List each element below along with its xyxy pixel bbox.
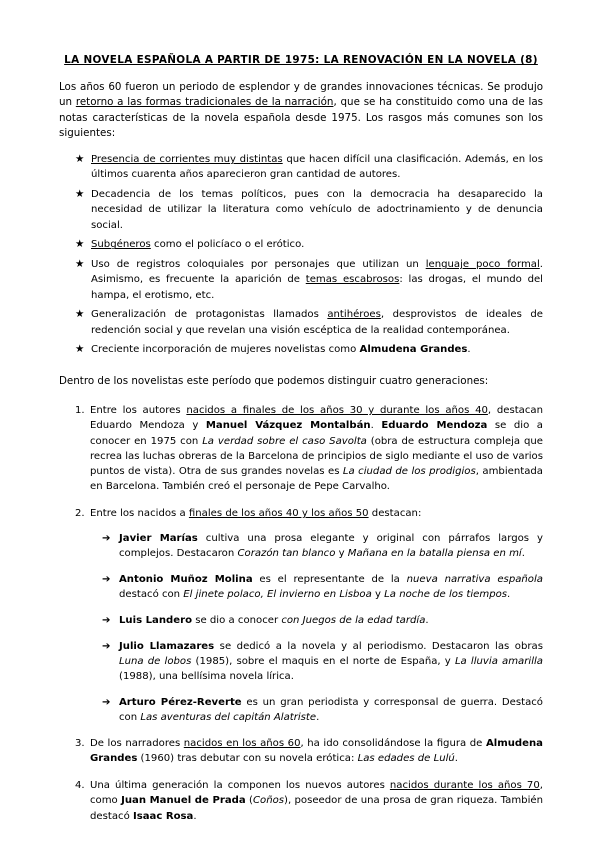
intro-text-2: , que se ha constituido como una de las notas características de la novela española desde 1975. Los rasgos más comunes son los siguientes: — [59, 96, 544, 139]
gen4-bold-1: Juan Manuel de Prada — [121, 795, 246, 807]
gen2-underline: finales de los años 40 y los años 50 — [188, 508, 369, 520]
gen3-text-a: De los narradores — [90, 738, 184, 750]
gen3-underline: nacidos en los años 60 — [183, 738, 301, 750]
trait-item-1 — [59, 152, 543, 183]
author-name: Arturo Pérez-Reverte — [119, 696, 242, 708]
author-name: Antonio Muñoz Molina — [119, 573, 253, 585]
author-italic-1: Las aventuras del capitán Alatriste — [140, 712, 317, 724]
trait-4-underline-1: lenguaje poco formal — [425, 259, 540, 271]
arrow-bullet-icon: ➔ — [102, 573, 111, 585]
gen1-bold-1: Manuel Vázquez Montalbán — [205, 420, 371, 432]
author-text-a: se dedicó a la novela y al periodismo. Destacaron las obras — [214, 640, 543, 652]
intro-underline: retorno a las formas tradicionales de la narración — [75, 96, 334, 109]
trait-6-text-a: Creciente incorporación de mujeres novelistas como — [91, 344, 360, 356]
trait-item-3 — [59, 237, 543, 252]
trait-4-text-c: : las drogas, el mundo del hampa, el erotismo, etc. — [91, 274, 543, 301]
trait-3-underline: Subgéneros — [91, 239, 151, 251]
star-bullet-icon: ★ — [75, 258, 85, 271]
generation-item-4 — [59, 778, 543, 824]
gen3-text-c: (1960) tras debutar con su novela erótica: — [137, 753, 358, 765]
gen1-text-d: se dio a conocer en 1975 con — [90, 420, 543, 447]
generation-number: 2. — [75, 508, 85, 520]
document-title: LA NOVELA ESPAÑOLA A PARTIR DE 1975: LA RENOVACIÓN EN LA NOVELA (8) — [64, 54, 538, 66]
author-item-perez-reverte — [90, 695, 543, 726]
author-text-b: (1985), sobre el maquis en el norte de España, y — [191, 655, 455, 667]
authors-list — [90, 531, 543, 726]
trait-item-4 — [59, 257, 543, 303]
author-italic-2: Mañana en la batalla piensa en mí — [347, 547, 522, 559]
author-italic-2: La lluvia amarilla — [454, 655, 543, 667]
author-text-a: cultiva una prosa elegante y original con párrafos largos y complejos. Destacaron — [119, 532, 543, 559]
gen4-text-e: . — [193, 810, 197, 822]
generation-item-1 — [59, 403, 543, 495]
trait-1-text: que hacen difícil una clasificación. Además, en los últimos cuarenta años aparecieron gran cantidad de autores. — [91, 154, 543, 181]
star-bullet-icon: ★ — [75, 308, 85, 321]
trait-item-5 — [59, 307, 543, 338]
star-bullet-icon: ★ — [75, 188, 85, 201]
trait-3-text: como el policíaco o el erótico. — [150, 239, 305, 251]
author-name: Julio Llamazares — [119, 640, 215, 652]
gen3-text-b: , ha ido consolidándose la figura de — [300, 738, 486, 750]
author-name: Luis Landero — [119, 614, 193, 626]
author-text-c: (1988), una bellísima novela lírica. — [119, 671, 294, 683]
trait-4-text-a: Uso de registros coloquiales por personajes que utilizan un — [91, 259, 426, 271]
gen1-text-f: , ambientada en Barcelona. También creó el personaje de Pepe Carvalho. — [90, 466, 543, 493]
gen4-underline: nacidos durante los años 70 — [389, 780, 540, 792]
gen1-underline: nacidos a finales de los años 30 y durante los años 40 — [186, 405, 488, 416]
trait-2-text: Decadencia de los temas políticos, pues con la democracia ha desaparecido la necesidad de utilizar la literatura como vehículo de adoctrinamiento y de denuncia social. — [91, 189, 543, 231]
trait-5-underline: antihéroes — [327, 309, 381, 321]
gen3-bold: Almudena Grandes — [90, 738, 543, 765]
author-italic-1: Corazón tan blanco — [237, 547, 336, 559]
author-name: Javier Marías — [119, 532, 198, 544]
author-text-a: es el representante de la — [252, 573, 407, 585]
author-italic-1: con Juegos de la edad tardía — [281, 614, 426, 626]
author-text-a: es un gran periodista y corresponsal de guerra. Destacó con — [119, 696, 543, 724]
trait-item-2 — [59, 187, 543, 233]
gen1-text-e: (obra de estructura compleja que recrea las luchas obreras de la Barcelona de principios de siglo mediante el uso de varios puntos de vista). Otra de sus grandes novelas es — [90, 435, 543, 478]
generation-number: 4. — [75, 780, 85, 792]
author-item-marias — [90, 531, 543, 562]
trait-6-bold: Almudena Grandes — [359, 344, 468, 356]
arrow-bullet-icon: ➔ — [102, 696, 111, 708]
gen1-text-b: , destacan Eduardo Mendoza y — [90, 405, 543, 432]
trait-4-underline-2: temas escabrosos — [305, 274, 400, 286]
gen4-text-d: ), poseedor de una prosa de gran riqueza. También destacó — [90, 795, 544, 822]
author-text-c: . — [521, 547, 525, 559]
trait-5-text-a: Generalización de protagonistas llamados — [91, 309, 328, 321]
gen1-bold-2: Eduardo Mendoza — [381, 420, 488, 432]
gen4-bold-2: Isaac Rosa — [132, 810, 194, 822]
generations-list — [59, 403, 543, 824]
author-text-b: y — [335, 547, 348, 559]
arrow-bullet-icon: ➔ — [102, 532, 111, 544]
generation-number: 3. — [75, 738, 85, 750]
trait-1-underline: Presencia de corrientes muy distintas — [91, 154, 283, 166]
star-bullet-icon: ★ — [75, 343, 85, 356]
author-text-b: . — [316, 712, 320, 724]
gen4-text-a: Una última generación la componen los nuevos autores — [90, 780, 390, 792]
arrow-bullet-icon: ➔ — [102, 614, 111, 626]
generations-intro: Dentro de los novelistas este período que podemos distinguir cuatro generaciones: — [59, 374, 489, 387]
gen3-italic: Las edades de Lulú — [357, 753, 455, 765]
gen1-text-c: . — [370, 420, 382, 432]
intro-text-1: Los años 60 fueron un periodo de esplendor y de grandes innovaciones técnicas. Se produjo un — [59, 81, 543, 109]
gen4-italic: Coños — [252, 795, 285, 807]
traits-list — [59, 152, 543, 358]
author-text-b: . — [425, 614, 429, 626]
author-text-b: destacó con — [119, 588, 184, 600]
author-italic-1: Luna de lobos — [119, 655, 192, 667]
gen4-text-c: ( — [245, 795, 253, 807]
gen2-text-a: Entre los nacidos a — [90, 508, 189, 520]
arrow-bullet-icon: ➔ — [102, 640, 111, 652]
author-item-landero — [90, 613, 543, 628]
intro-paragraph — [59, 80, 543, 141]
author-italic-1: nueva narrativa española — [406, 573, 543, 585]
trait-6-text-c: . — [467, 344, 471, 356]
author-italic-2: El jinete polaco, El invierno en Lisboa — [183, 588, 372, 600]
gen1-text-a: Entre los autores — [90, 405, 187, 416]
gen1-italic-2: La ciudad de los prodigios — [342, 466, 476, 478]
star-bullet-icon: ★ — [75, 153, 85, 166]
trait-item-6 — [59, 342, 543, 357]
generation-number: 1. — [75, 405, 85, 416]
star-bullet-icon: ★ — [75, 238, 85, 251]
gen3-text-d: . — [454, 753, 459, 765]
author-text-d: . — [507, 588, 511, 600]
author-text-a: se dio a conocer — [192, 614, 282, 626]
trait-5-text-b: , desprovistos de ideales de redención social y que revelan una visión escéptica de la realidad contemporánea. — [91, 309, 543, 336]
generation-item-3 — [59, 736, 543, 767]
generation-item-2 — [59, 506, 543, 725]
trait-4-text-b: . Asimismo, es frecuente la aparición de — [91, 259, 543, 286]
author-item-llamazares — [90, 639, 543, 685]
gen4-text-b: , como — [90, 780, 543, 807]
author-text-c: y — [371, 588, 385, 600]
author-italic-3: La noche de los tiempos — [384, 588, 508, 600]
author-item-munoz-molina — [90, 572, 543, 603]
gen2-text-b: destacan: — [368, 508, 422, 520]
gen1-italic-1: La verdad sobre el caso Savolta — [202, 435, 367, 447]
